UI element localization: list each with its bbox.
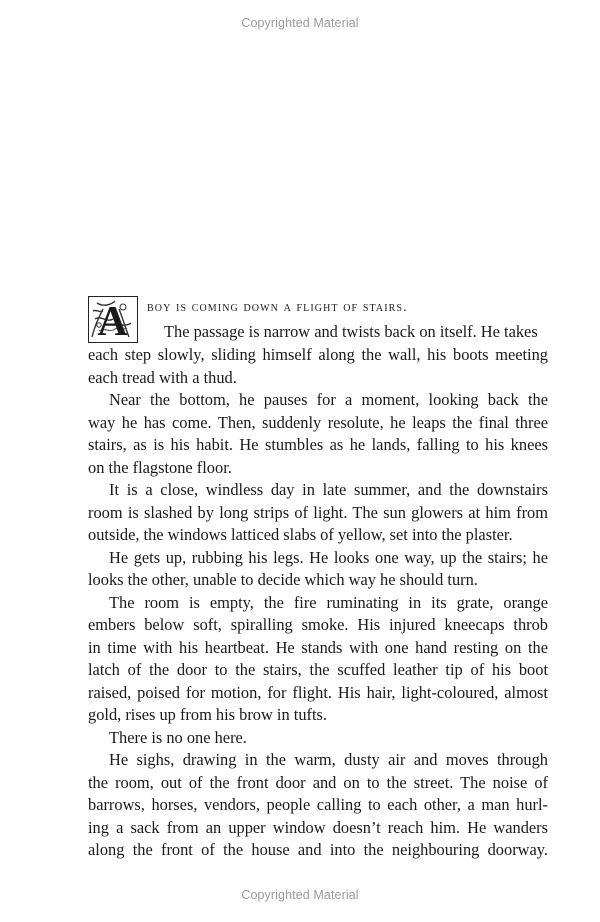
text-line: on the flagstone floor.	[88, 457, 232, 477]
text-line: looks the other, unable to decide which way he should turn.	[88, 570, 478, 589]
text-line: each tread with a thud.	[88, 367, 237, 387]
opening-lines	[88, 296, 548, 344]
ornament-icon	[89, 297, 136, 341]
text-line: There is no one here.	[109, 727, 247, 747]
text-line: way he has come. Then, suddenly resolute, he leaps the final three	[88, 412, 548, 432]
text-line: the room, out of the front door and on to the street. The noise of	[88, 772, 548, 792]
opening-small-caps: boy is coming down a flight of stairs.	[147, 300, 408, 315]
text-line: He gets up, rubbing his legs. He looks one way, up the stairs; he	[109, 547, 548, 567]
text-line: embers below soft, spiralling smoke. His injured kneecaps throb	[88, 615, 548, 634]
text-line: along the front of the house and into the neighbouring doorway.	[88, 840, 548, 859]
opening-first-line: The passage is narrow and twists back on itself. He takes	[164, 322, 538, 341]
text-line: Near the bottom, he pauses for a moment, looking back the	[109, 390, 548, 409]
text-line: latch of the door to the stairs, the scuffed leather tip of his boot	[88, 660, 548, 679]
text-line: in time with his heartbeat. He stands with one hand resting on the	[88, 637, 548, 657]
drop-cap-glyph: A	[97, 299, 128, 341]
paragraph-lines	[88, 344, 548, 862]
drop-cap-letter	[88, 296, 138, 343]
text-line: The room is empty, the fire ruminating in its grate, orange	[109, 592, 548, 612]
watermark-top: Copyrighted Material	[241, 16, 359, 30]
text-line: It is a close, windless day in late summer, and the downstairs	[109, 480, 548, 499]
text-line: He sighs, drawing in the warm, dusty air and moves through	[109, 750, 548, 769]
text-line: stairs, as is his habit. He stumbles as he lands, falling to his knees	[88, 435, 548, 454]
text-line: each step slowly, sliding himself along the wall, his boots meeting	[88, 345, 548, 364]
text-line: outside, the windows latticed slabs of yellow, set into the plaster.	[88, 525, 513, 544]
text-line: gold, rises up from his brow in tufts.	[88, 705, 328, 724]
text-line: room is slashed by long strips of light. The sun glowers at him from	[88, 502, 548, 522]
body-text	[88, 296, 548, 862]
watermark-bottom: Copyrighted Material	[241, 888, 359, 902]
text-line: raised, poised for motion, for flight. His hair, light-coloured, almost	[88, 682, 548, 702]
text-line: ing a sack from an upper window doesn’t reach him. He wanders	[88, 817, 548, 837]
text-line: barrows, horses, vendors, people calling to each other, a man hurl-	[88, 795, 548, 814]
